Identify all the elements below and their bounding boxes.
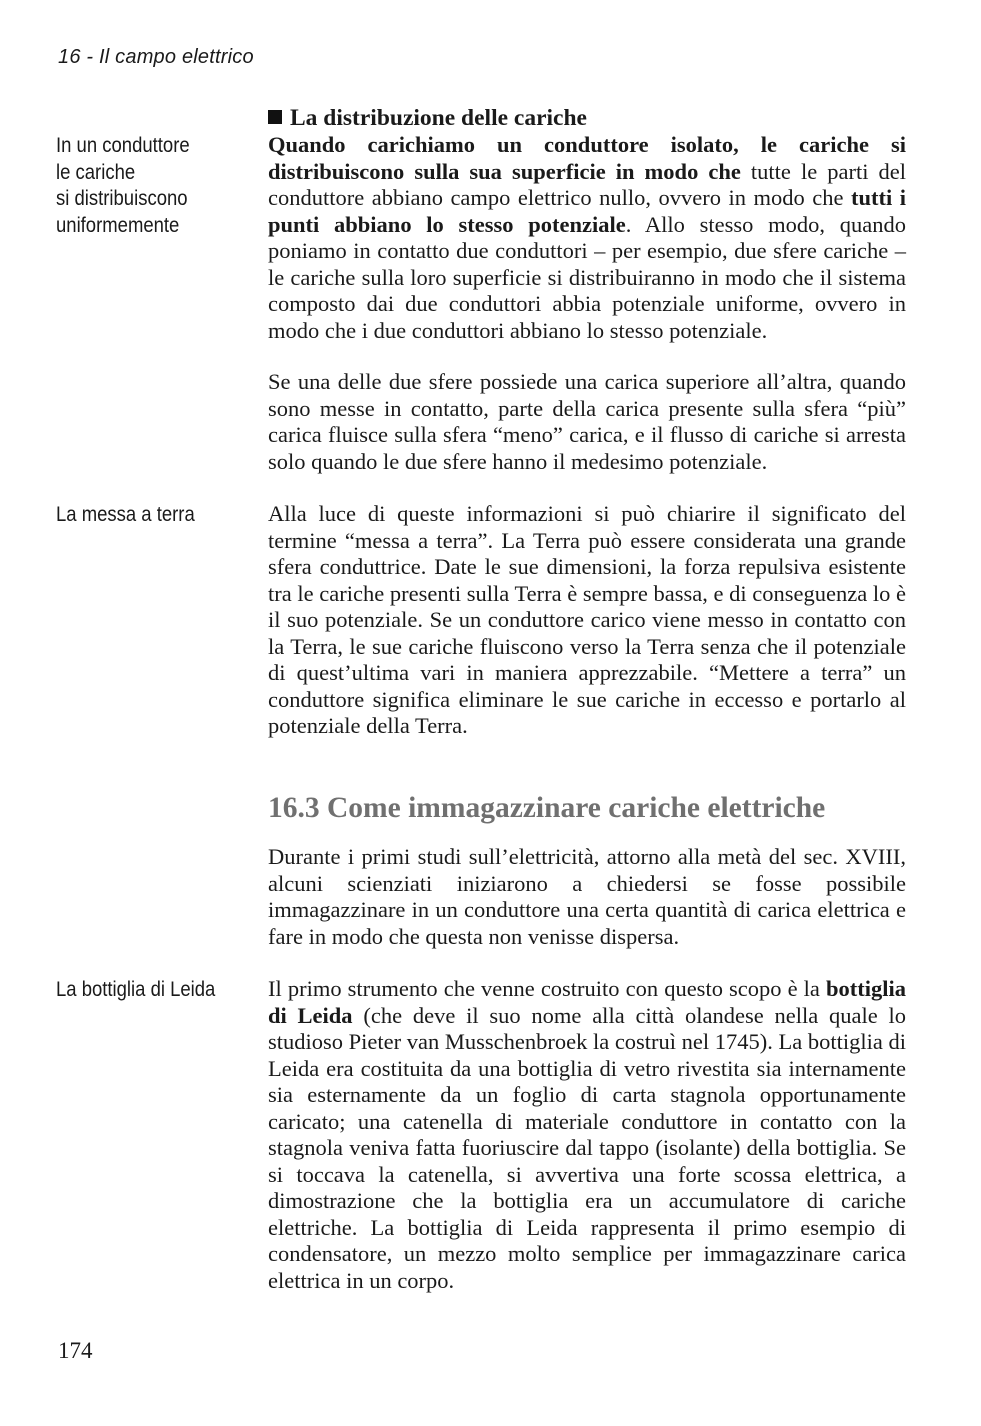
margin-note-ground: La messa a terra: [56, 502, 195, 526]
margin-note-line: In un conduttore: [56, 133, 190, 157]
bold-text: bottiglia di Leida: [268, 976, 906, 1028]
paragraph-text: tutte le parti del conduttore abbiano campo elettrico nullo, ovvero in modo che: [268, 158, 907, 210]
margin-note-line: le cariche: [56, 159, 136, 184]
subsection-title-text: La distribuzione delle cariche: [290, 105, 587, 131]
paragraph-spheres-contact: [268, 369, 906, 475]
paragraph-text: (che deve il suo nome alla città olandese nella quale lo studioso Pieter van Musschenbroek la costruì nel 1745). La bottiglia di Leida era costituita da una bottiglia di vetro rivestita sia internamente sia esternamente da un foglio di carta stagnola opportunamente caricato; una catenella di materiale conduttore in contatto con la stagnola veniva fatta fuoriuscire dal tappo (isolante) della bottiglia. Se si toccava la catenella, si avvertiva una forte scossa elettrica, a dimostrazione che la bottiglia era un accumulatore di cariche elettriche. La bottiglia di Leida rappresenta il primo esempio di condensatore, un mezzo molto semplice per immagazzinare carica elettrica in un corpo.: [268, 1002, 907, 1293]
paragraph-grounding: [268, 501, 906, 740]
section-heading: 16.3 Come immagazzinare cariche elettriche: [268, 792, 826, 824]
subsection-title: [268, 105, 587, 132]
square-bullet-icon: [268, 110, 282, 124]
paragraph-text: Durante i primi studi sull’elettricità, attorno alla metà del sec. XVIII, alcuni scienziati iniziarono a chiedersi se fosse possibile immagazzinare in un conduttore una certa quantità di carica elettrica e fare in modo che questa non venisse dispersa.: [268, 844, 906, 949]
page-number: 174: [58, 1338, 93, 1363]
paragraph-text: Il primo strumento che venne costruito con questo scopo è la: [268, 976, 826, 1001]
bold-text: tutti i punti abbiano lo stesso potenziale: [268, 185, 906, 237]
running-head: 16 - Il campo elettrico: [58, 46, 254, 68]
bold-text: Quando carichiamo un conduttore isolato, le cariche si distribuiscono sulla sua superficie in modo che: [268, 132, 906, 184]
margin-note-leyden-jar: La bottiglia di Leida: [56, 977, 216, 1001]
paragraph-charge-distribution: [268, 132, 906, 344]
paragraph-text: Alla luce di queste informazioni si può chiarire il significato del termine “messa a terra”. La Terra può essere considerata una grande sfera conduttrice. Date le sue dimensioni, la forza repulsiva esistente tra le cariche presenti sulla Terra è sempre bassa, e di conseguenza lo è il suo potenziale. Se un conduttore carico viene messo in contatto con la Terra, le sue cariche fluiscono verso la Terra senza che il potenziale di quest’ultima vari in maniera apprezzabile. “Mettere a terra” un conduttore significa eliminare le sue cariche in eccesso e portarlo al potenziale della Terra.: [268, 501, 906, 738]
paragraph-text: . Allo stesso modo, quando poniamo in contatto due conduttori – per esempio, due sfere cariche – le cariche sulla loro superficie si distribuiranno in modo che il sistema composto dai due conduttori abbia potenziale uniforme, ovvero in modo che i due conduttori abbiano lo stesso potenziale.: [268, 211, 906, 343]
margin-note-distribution: [56, 132, 228, 238]
paragraph-leyden-jar: [268, 976, 906, 1294]
paragraph-text: Se una delle due sfere possiede una carica superiore all’altra, quando sono messe in contatto, parte della carica presente sulla sfera “più” carica fluisce sulla sfera “meno” carica, e il flusso di cariche si arresta solo quando le due sfere hanno il medesimo potenziale.: [268, 369, 906, 474]
margin-note-line: si distribuiscono: [56, 186, 188, 210]
margin-note-line: uniformemente: [56, 212, 180, 237]
paragraph-early-studies: [268, 844, 906, 950]
